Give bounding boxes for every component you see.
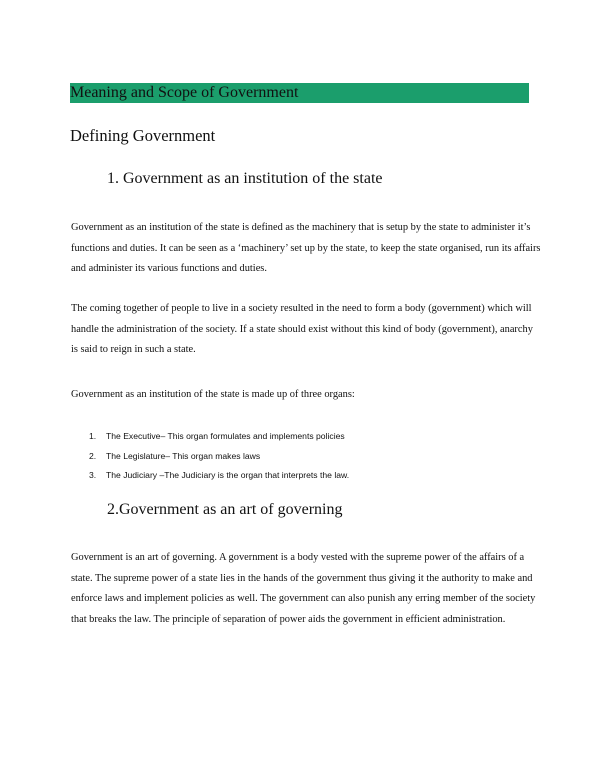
list-item: 2. The Legislature– This organ makes laws <box>89 450 261 461</box>
paragraph-society-anarchy: The coming together of people to live in a society resulted in the need to form a body (government) which will handle the administration of the society. If a state should exist without this kind of body (government), anarchy is said to reign in such a state. <box>71 303 533 355</box>
paragraph-institution-definition: Government as an institution of the state is defined as the machinery that is setup by the state to administer it’s functions and duties. It can be seen as a ‘machinery’ set up by the state, to keep the state organised, run its affairs and administer its various functions and duties. <box>71 222 541 274</box>
section-heading: Defining Government <box>70 126 216 145</box>
list-item: 1. The Executive– This organ formulates and implements policies <box>89 431 345 441</box>
paragraph-art-of-governing: Government is an art of governing. A government is a body vested with the supreme power of the affairs of a state. The supreme power of a state lies in the hands of the government thus giving it the authority to make and enforce laws and implement policies as well. The government can also punish any erring member of the society that breaks the law. The principle of separation of power aids the government in efficient administration. <box>71 552 536 625</box>
organs-list <box>89 427 349 486</box>
list-item: 3. The Judiciary –The Judiciary is the organ that interprets the law. <box>89 470 350 480</box>
document-title: Meaning and Scope of Government <box>70 83 529 103</box>
subheading-institution: 1. Government as an institution of the state <box>107 170 383 187</box>
paragraph-three-organs: Government as an institution of the state is made up of three organs: <box>71 389 355 400</box>
subheading-art-of-governing: 2.Government as an art of governing <box>107 501 343 518</box>
